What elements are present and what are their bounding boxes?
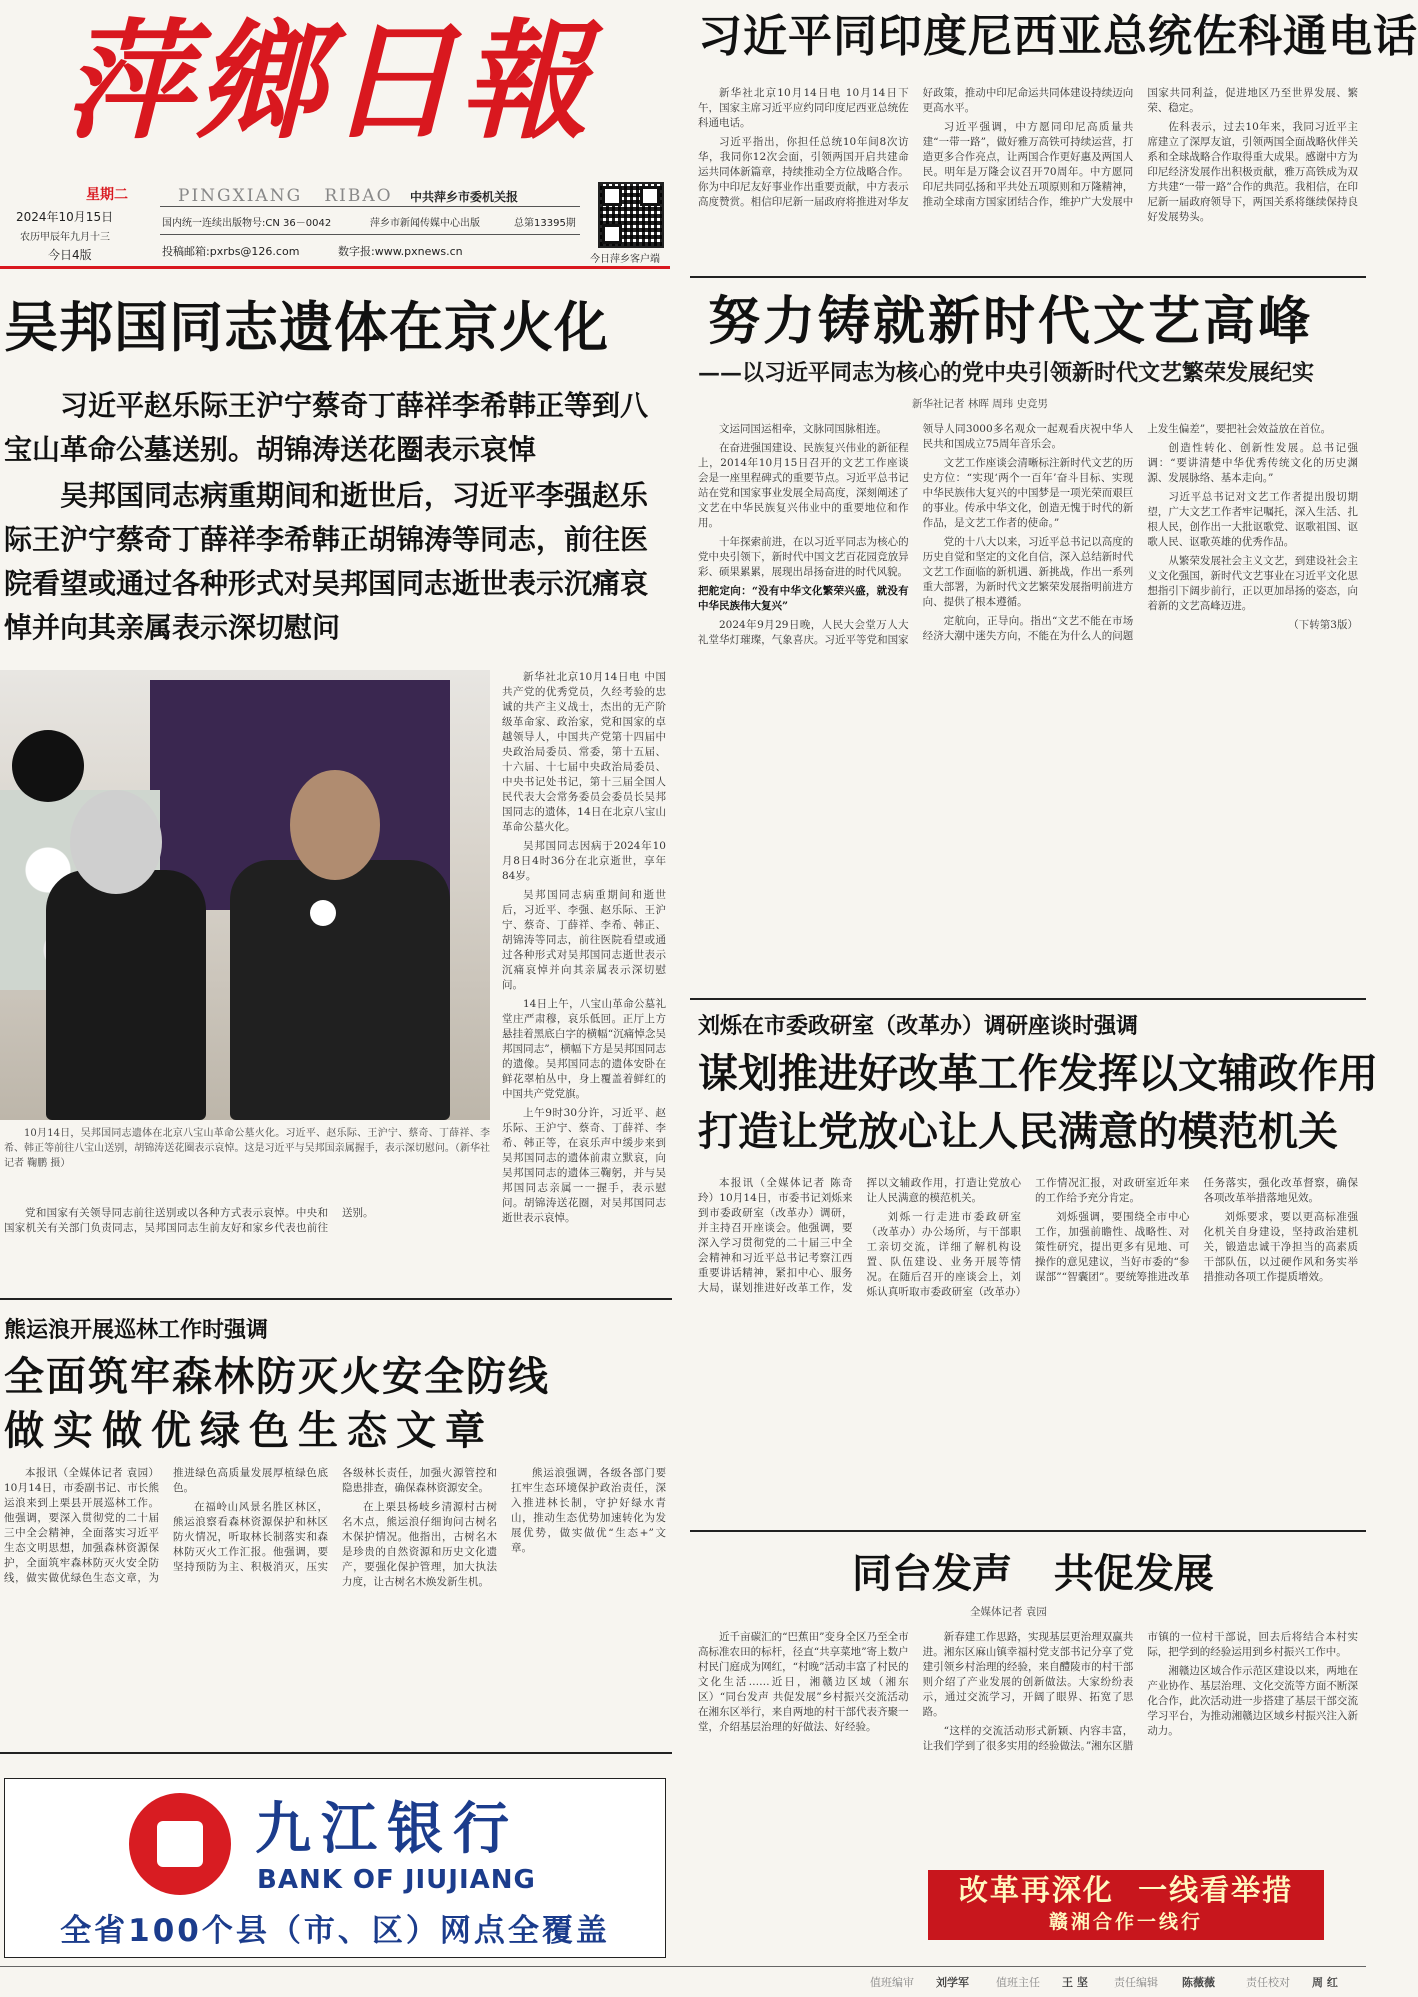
paragraph: 湘赣边区域合作示范区建设以来，两地在产业协作、基层治理、文化交流等方面不断深化合作，此次活动进一步搭建了基层干部交流学习平台，为推动湘赣边区域乡村振兴注入新动力。 — [1147, 1665, 1358, 1737]
paragraph: 上午9时30分许，习近平、赵乐际、王沪宁、蔡奇、丁薛祥、李希、韩正等，在哀乐声中缓步来到吴邦国同志的遗体前肃立默哀，向吴邦国同志的遗体三鞠躬，并与吴邦国同志亲属一一握手，表示慰问。胡锦涛送花圈，对吴邦国同志逝世表示哀悼。 — [502, 1107, 666, 1224]
paragraph: 十年探索前进，在以习近平同志为核心的党中央引领下，新时代中国文艺百花园竞放异彩、硕果累累，展现出昂扬奋进的时代风貌。 — [698, 536, 909, 578]
bank-advertisement[interactable] — [4, 1778, 666, 1958]
wu-story-headline: 吴邦国同志遗体在京火化 — [4, 296, 609, 359]
reform-banner-line-1: 改革再深化 一线看举措 — [958, 1873, 1294, 1907]
xiong-story-headline-2: 做实做优绿色生态文章 — [4, 1407, 494, 1454]
paragraph: 刘烁一行走进市委政研室（改革办）办公场所，与干部职工亲切交流，详细了解机构设置、队伍建设、业务开展等情况。在随后召开的座谈会上，刘烁认真听取市委政研室（改革办）工作情况汇报，对政研室近年来的工作给予充分肯定。 — [866, 1177, 1190, 1298]
masthead-lunar: 农历甲辰年九月十三 — [20, 232, 110, 243]
masthead-web: 数字报:www.pxnews.cn — [338, 245, 463, 258]
footer-value: 刘学军 — [936, 1976, 969, 1989]
tongtai-story-byline: 全媒体记者 袁园 — [970, 1606, 1047, 1618]
footer-value: 周 红 — [1312, 1976, 1338, 1989]
footer-label: 责任校对 — [1246, 1976, 1290, 1989]
paragraph: 定航向，正导向。指出“文艺不能在市场经济大潮中迷失方向，不能在为什么人的问题上发生偏差”，要把社会效益放在首位。 — [922, 423, 1332, 642]
paragraph: 刘烁强调，要围绕全市中心工作，加强前瞻性、战略性、对策性研究，提出更多有见地、可操作的意见建议，当好市委的“参谋部”“智囊团”。要统筹推进改革任务落实，强化改革督察，确保各项改革举措落地见效。 — [1035, 1177, 1358, 1283]
footer-value: 陈薇薇 — [1182, 1976, 1215, 1989]
xiong-story-headline-1: 全面筑牢森林防灭火安全防线 — [4, 1353, 550, 1400]
art-story-body — [698, 422, 1358, 982]
reform-banner-line-2: 赣湘合作一线行 — [1048, 1911, 1203, 1933]
wu-story-subheading-1: 习近平赵乐际王沪宁蔡奇丁薛祥李希韩正等到八宝山革命公墓送别。胡锦涛送花圈表示哀悼 — [4, 389, 649, 466]
liu-story-kicker: 刘烁在市委政研室（改革办）调研座谈时强调 — [698, 1014, 1139, 1039]
footer-label: 责任编辑 — [1114, 1976, 1158, 1989]
art-story-byline: 新华社记者 林晖 周玮 史竞男 — [912, 398, 1049, 410]
masthead-app: 今日萍乡客户端 — [590, 254, 660, 265]
masthead-title: 萍鄉日報 — [64, 7, 593, 157]
continued-note: （下转第3版） — [1288, 619, 1358, 631]
top-story-headline: 习近平同印度尼西亚总统佐科通电话 — [698, 11, 1418, 62]
masthead-weekday: 星期二 — [86, 187, 128, 203]
xiong-story-kicker: 熊运浪开展巡林工作时强调 — [4, 1318, 269, 1343]
bank-name: 九江银行 — [255, 1796, 519, 1862]
wu-story-subheading-2: 吴邦国同志病重期间和逝世后，习近平李强赵乐际王沪宁蔡奇丁薛祥李希韩正胡锦涛等同志，前往医院看望或通过各种形式对吴邦国同志逝世表示沉痛哀悼并向其亲属表示深切慰问 — [4, 479, 649, 644]
paragraph: 文运同国运相牵，文脉同国脉相连。 — [719, 423, 887, 435]
art-section-heading: 把舵定向：“没有中华文化繁荣兴盛，就没有中华民族伟大复兴” — [698, 585, 909, 612]
photo-caption: 10月14日，吴邦国同志遗体在北京八宝山革命公墓火化。习近平、赵乐际、王沪宁、蔡奇、丁薛祥、李希、韩正等前往八宝山送别，胡锦涛送花圈表示哀悼。这是习近平与吴邦国亲属握手，表示深切慰问。（新华社记者 鞠鹏 摄） — [4, 1128, 490, 1169]
paragraph: 创造性转化、创新性发展。总书记强调：“要讲清楚中华优秀传统文化的历史渊源、发展脉络、基本走向。” — [1147, 442, 1358, 484]
masthead-cn-number: 国内统一连续出版物号:CN 36－0042 — [162, 218, 332, 229]
paragraph: 刘烁要求，要以更高标准强化机关自身建设，坚持政治建机关，锻造忠诚干净担当的高素质干部队伍，以过硬作风和务实举措推动各项工作提质增效。 — [1203, 1211, 1358, 1283]
paragraph: 文艺工作座谈会清晰标注新时代文艺的历史方位：“实现‘两个一百年’奋斗目标、实现中华民族伟大复兴的中国梦是一项光荣而艰巨的事业。传承中华文化，创造无愧于时代的新作品，是文艺工作者的使命。” — [922, 457, 1134, 529]
xiong-story-body — [4, 1466, 666, 1726]
reform-banner[interactable] — [928, 1870, 1324, 1940]
paragraph: “这样的交流活动形式新颖、内容丰富，让我们学到了很多实用的经验做法。”湘东区腊市镇的一位村干部说，回去后将结合本村实际，把学到的经验运用到乡村振兴工作中。 — [922, 1631, 1358, 1752]
tongtai-story-body — [698, 1630, 1358, 1856]
masthead-organ: 中共萍乡市委机关报 — [410, 190, 519, 204]
masthead-email: 投稿邮箱:pxrbs@126.com — [162, 245, 300, 258]
tongtai-story-headline: 同台发声 共促发展 — [852, 1550, 1214, 1597]
top-story-body — [698, 86, 1358, 256]
footer — [0, 1970, 1366, 1992]
paragraph: 新华社北京10月14日电 10月14日下午，国家主席习近平应约同印度尼西亚总统佐科通电话。 — [698, 87, 909, 129]
masthead-publisher: 萍乡市新闻传媒中心出版 — [370, 218, 480, 229]
paragraph: 习近平总书记对文艺工作者提出殷切期望，广大文艺工作者牢记嘱托，深入生活、扎根人民，创作出一大批讴歌党、讴歌祖国、讴歌人民、讴歌英雄的优秀作品。 — [1147, 491, 1358, 548]
masthead-date: 2024年10月15日 — [16, 210, 114, 224]
paragraph: 14日上午，八宝山革命公墓礼堂庄严肃穆，哀乐低回。正厅上方悬挂着黑底白字的横幅“沉痛悼念吴邦国同志”，横幅下方是吴邦国同志的遗像。吴邦国同志的遗体安卧在鲜花翠柏丛中，身上覆盖着鲜红的中国共产党党旗。 — [502, 998, 666, 1100]
paragraph: 习近平强调，中方愿同印尼高质量共建“一带一路”，做好雅万高铁可持续运营，打造更多合作亮点，让两国合作更好惠及两国人民。明年是万隆会议召开70周年。中方愿同印尼共同弘扬和平共处五项原则和万隆精神，推动全球南方国家团结合作，维护广大发展中国家共同利益，促进地区乃至世界发展、繁荣、稳定。 — [922, 87, 1358, 208]
footer-label: 值班主任 — [996, 1976, 1040, 1989]
bank-logo-icon — [129, 1793, 231, 1895]
paragraph: 佐科表示，过去10年来，我同习近平主席建立了深厚友谊，引领两国全面战略伙伴关系和全球战略合作取得重大成果。感谢中方为印尼经济发展作出积极贡献，雅万高铁成为双方共建“一带一路”合作的典范。我相信，在印尼新一届政府领导下，两国关系将继续保持良好发展势头。 — [1147, 121, 1358, 223]
farewell-photo — [0, 670, 490, 1120]
liu-story-body — [698, 1176, 1358, 1516]
paragraph: 在福岭山风景名胜区林区，熊运浪察看森林资源保护和林区防火情况，听取林长制落实和森林防灭火工作汇报。他强调，要坚持预防为主、积极消灭，压实各级林长责任，加强火源管控和隐患排查，确保森林资源安全。 — [173, 1467, 497, 1573]
paragraph: 本报讯（全媒体记者 袁园）10月14日，市委副书记、市长熊运浪来到上栗县开展巡林工作。他强调，要深入贯彻党的二十届三中全会精神，全面落实习近平生态文明思想，加强森林资源保护，全面筑牢森林防灭火安全防线，做实做优绿色生态文章，为推进绿色高质量发展厚植绿色底色。 — [4, 1467, 328, 1584]
paragraph: 吴邦国同志病重期间和逝世后，习近平、李强、赵乐际、王沪宁、蔡奇、丁薛祥、李希、韩正、胡锦涛等同志，前往医院看望或通过各种形式对吴邦国同志逝世表示沉痛哀悼并向其亲属表示深切慰问。 — [502, 889, 666, 991]
masthead-pinyin: PINGXIANG RIBAO — [178, 186, 393, 206]
art-story-subtitle: ——以习近平同志为核心的党中央引领新时代文艺繁荣发展纪实 — [698, 360, 1315, 386]
paragraph: 在奋进强国建设、民族复兴伟业的新征程上，2014年10月15日召开的文艺工作座谈会是一座里程碑式的重要节点。习近平总书记站在党和国家事业发展全局高度，深刻阐述了文艺在中华民族复兴伟业中的重要地位和作用。 — [698, 442, 909, 529]
bank-slogan: 全省100个县（市、区）网点全覆盖 — [60, 1913, 610, 1949]
wu-story-closing: 党和国家有关领导同志前往送别或以各种方式表示哀悼。中央和国家机关有关部门负责同志，吴邦国同志生前友好和家乡代表也前往送别。 — [4, 1207, 374, 1234]
paragraph: 习近平指出，你担任总统10年间8次访华，我同你12次会面，引领两国开启共建命运共同体新篇章，持续推动全方位战略合作。你为中印尼友好事业作出重要贡献，中方表示高度赞赏。相信印尼新一届政府将推进对华友好政策，推动中印尼命运共同体建设持续迈向更高水平。 — [698, 87, 1134, 208]
paragraph: 党的十八大以来，习近平总书记以高度的历史自觉和坚定的文化自信，深入总结新时代文艺工作面临的新机遇、新挑战，作出一系列重大部署，为新时代文艺繁荣发展指明前进方向、提供了根本遵循。 — [922, 536, 1134, 608]
footer-value: 王 坚 — [1062, 1976, 1088, 1989]
paragraph: 在上栗县杨岐乡清源村古树名木点，熊运浪仔细询问古树名木保护情况。他指出，古树名木是珍贵的自然资源和历史文化遗产，要强化保护管理，加大执法力度，让古树名木焕发新生机。 — [342, 1501, 497, 1588]
paragraph: 从繁荣发展社会主义文艺，到建设社会主义文化强国，新时代文艺事业在习近平文化思想指引下阔步前行，正以更加昂扬的姿态，向着新的文艺高峰迈进。 — [1147, 555, 1358, 612]
paragraph: 2024年9月29日晚，人民大会堂万人大礼堂华灯璀璨，气象喜庆。习近平等党和国家领导人同3000多名观众一起观看庆祝中华人民共和国成立75周年音乐会。 — [698, 423, 1134, 646]
paragraph: 熊运浪强调，各级各部门要扛牢生态环境保护政治责任，深入推进林长制，守护好绿水青山，推动生态优势加速转化为发展优势，做实做优“生态+”文章。 — [511, 1467, 666, 1554]
liu-story-headline-1: 谋划推进好改革工作发挥以文辅政作用 — [698, 1050, 1378, 1097]
tongtai-story-body-tail — [698, 1860, 912, 1960]
wu-story-body — [502, 670, 666, 1224]
paragraph: 新华社北京10月14日电 中国共产党的优秀党员，久经考验的忠诚的共产主义战士，杰出的无产阶级革命家、政治家，党和国家的卓越领导人，中国共产党第十四届中央政治局委员、常委，第十五届、十六届、十七届中央政治局委员、中央书记处书记，第十三届全国人民代表大会常务委员会委员长吴邦国同志的遗体，14日在北京八宝山革命公墓火化。 — [502, 671, 666, 833]
paragraph: 本报讯（全媒体记者 陈奇玲）10月14日，市委书记刘烁来到市委政研室（改革办）调研，并主持召开座谈会。他强调，要深入学习贯彻党的二十届三中全会精神和习近平总书记考察江西重要讲话精神，紧扣中心、服务大局，谋划推进好改革工作，发挥以文辅政作用，打造让党放心让人民满意的模范机关。 — [698, 1177, 1021, 1294]
paragraph: 吴邦国同志因病于2024年10月8日4时36分在北京逝世，享年84岁。 — [502, 840, 666, 882]
footer-label: 值班编审 — [870, 1976, 914, 1989]
bank-english-name: BANK OF JIUJIANG — [257, 1865, 536, 1895]
paragraph: 新春建工作思路，实现基层更治理双赢共进。湘东区麻山镇幸福村党支部书记分享了党建引领乡村治理的经验，来自醴陵市的村干部则介绍了产业发展的创新做法。大家纷纷表示，通过交流学习，开阔了眼界、拓宽了思路。 — [922, 1631, 1134, 1718]
qr-code[interactable] — [598, 182, 664, 248]
art-story-headline: 努力铸就新时代文艺高峰 — [708, 292, 1314, 352]
masthead-edition: 今日4版 — [48, 248, 92, 262]
masthead-issue: 总第13395期 — [514, 218, 576, 229]
liu-story-headline-2: 打造让党放心让人民满意的模范机关 — [698, 1108, 1338, 1155]
paragraph: 近千亩碳汇的“巴蕉田”变身全区乃至全市高标准农田的标杆，径直“共享菜地”寄上数户村民门庭成为网红，“村晚”活动丰富了村民的文化生活……近日，湘赣边区域（湘东区）“同台发声 共促发展”乡村振兴交流活动在湘东区举行，来自两地的村干部代表齐聚一堂，介绍基层治理的好做法、好经验。 — [698, 1631, 909, 1733]
